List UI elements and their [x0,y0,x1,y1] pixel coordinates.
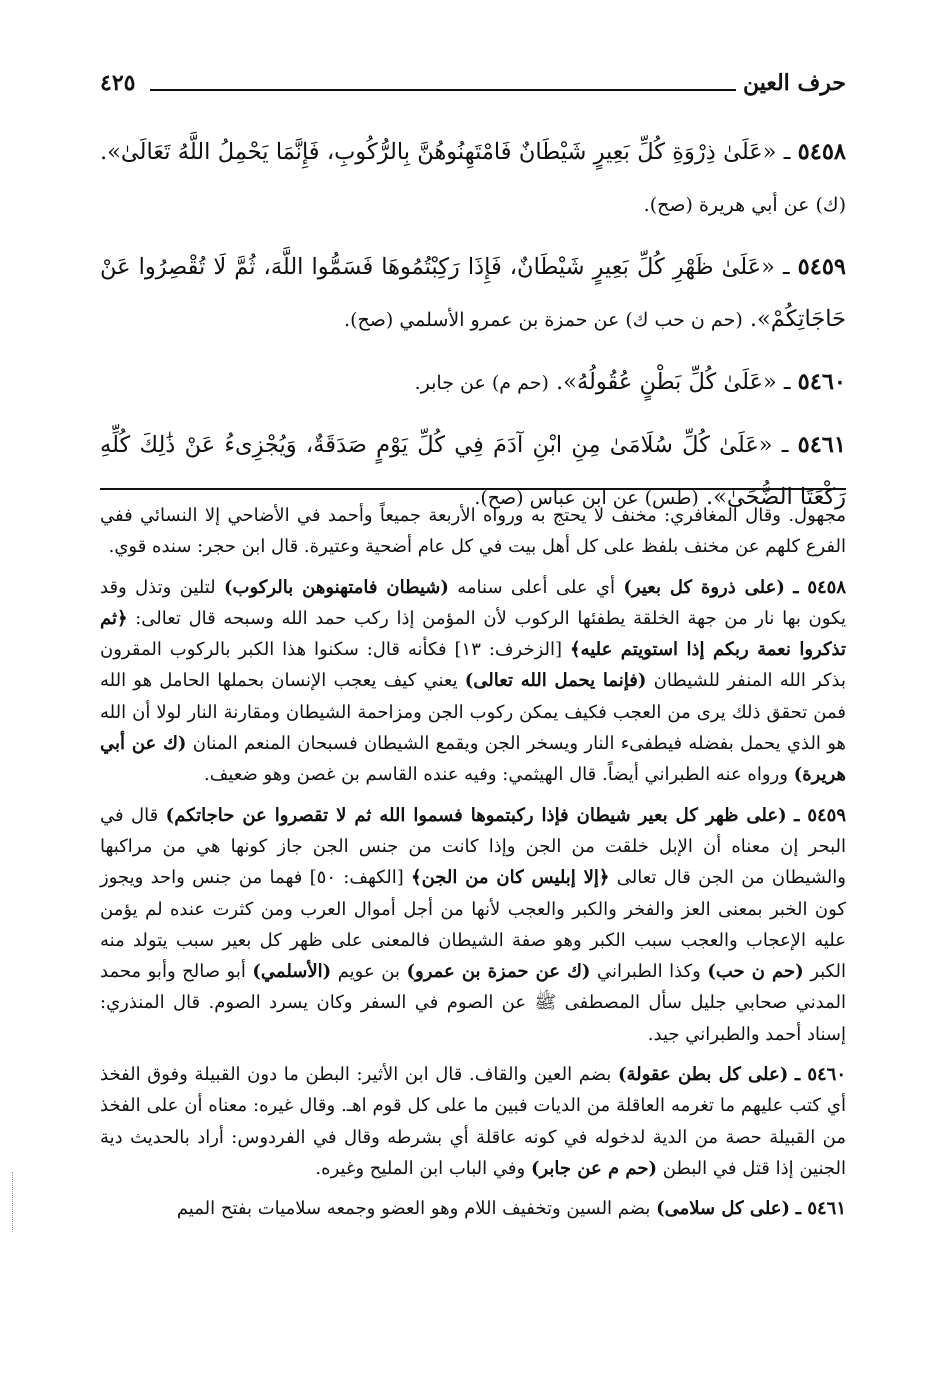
hadith-source: (ك) عن أبي هريرة (صح). [643,194,846,216]
running-title: حرف العين [742,70,846,96]
commentary-text: وفي الباب ابن المليح وغيره. [315,1157,526,1179]
commentary-text: بضم العين والقاف. قال ابن الأثير: البطن ما دون القبيلة وفوق الفخذ أي كتب عليهم ما تغرمه العاقلة من الديات فبين ما على كل قوم اهـ. وقال غيره: معناه أن على الفخذ من القبيلة حصة من الدية لدخوله في كونه عاقلة أي بشرطه وقال في الفردوس: أراد بالحديث دية الجنين إذا قتل في البطن [100,1064,846,1179]
hadith-number: ٥٤٦١ [797,432,846,458]
hadith-source: (طس) عن ابن عباس (صح). [474,487,699,509]
commentary-text: قال في البحر إن معناه أن الإبل خلقت من الجن وإذا كانت من جنس الجن جاز كونها هي من مراكبها والشيطان من الجن قال تعالى [100,804,846,889]
matn-quote: (على ذروة كل بعير) [623,576,785,598]
hadith-text: «عَلَىٰ ذِرْوَةِ كُلِّ بَعِيرٍ شَيْطَانٌ فَامْتَهِنُوهُنَّ بِالرُّكُوبِ، فَإِنَّمَا يَحْمِلُ اللَّهُ تَعَالَىٰ». [100,139,777,165]
matn-quote: (حم ن حب) [707,961,804,983]
commentary-text: [الكهف: ٥٠] فهما من جنس واحد ويجوز كون الخبر بمعنى العز والفخر والكبر والعجب لأنها من أجل أموال العرب ومن كثرت عنده لم يؤمن عليه الإعجاب والعجب سبب الكبر وهو صفة الشيطان فالمعنى على ظهر كل بعير سبب يتولد منه الكبر [100,867,846,983]
commentary-number: ٥٤٥٩ ـ [794,804,846,826]
hadith-text: «عَلَىٰ كُلِّ بَطْنٍ عُقُولُهُ». [556,369,777,395]
commentary-text: يعني كيف يعجب الإنسان بحملها الحامل هو الله فمن تحقق ذلك يرى من العجب فكيف يمكن ركوب الجن ومزاحمة الشيطان ومقارنة النار لولا أن الله هو الذي يحمل بفضله فيطفىء النار ويسخر الجن ويقمع الشيطان فسبحان المنعم المنان [100,670,846,755]
hadith-number: ٥٤٥٨ [797,139,846,165]
commentary-text: بن عويم [337,961,400,983]
commentary-section [100,500,846,1234]
matn-quote: (على كل سلامى) [656,1198,791,1220]
hadith-entry: ٥٤٦١ ـ «عَلَىٰ كُلِّ سُلَامَىٰ مِنِ ابْنِ آدَمَ فِي كُلِّ يَوْمٍ صَدَقَةٌ، وَيُجْزِىءُ عَنْ ذَٰلِكَ كُلِّهِ رَكْعَتَا الضُّحَىٰ». (طس) عن ابن عباس (صح). [100,432,846,510]
commentary-text: أي على أعلى سنامه [457,576,616,598]
hadith-source: (حم ن حب ك) عن حمزة بن عمرو الأسلمي (صح). [344,309,743,331]
scan-edge-mark [12,1172,16,1232]
commentary-5461 [100,1193,846,1224]
matn-quote: (حم م عن جابر) [530,1157,658,1179]
commentary-number: ٥٤٥٨ ـ [793,576,847,598]
matn-quote: (فإنما يحمل الله تعالى) [464,670,647,692]
matn-quote: (الأسلمي) [252,961,332,983]
commentary-number: ٥٤٦٠ ـ [794,1064,846,1086]
commentary-5458 [100,572,846,791]
hadith-section [100,126,846,534]
commentary-text: [الزخرف: ١٣] فكأنه قال: سكنوا هذا الكبر بالركوب المقرون بذكر الله المنفر للشيطان [100,639,846,692]
hadith-entry: ٥٤٥٩ ـ «عَلَىٰ ظَهْرِ كُلِّ بَعِيرٍ شَيْطَانٌ، فَإِذَا رَكِبْتُمُوهَا فَسَمُّوا اللَّهَ، ثُمَّ لَا تُقْصِرُوا عَنْ حَاجَاتِكُمْ». (حم ن حب ك) عن حمزة بن عمرو الأسلمي (صح). [100,254,846,332]
commentary-number: ٥٤٦١ ـ [795,1198,846,1220]
page-number: ٤٢٥ [100,70,136,96]
quran-quote: ﴿ثم تذكروا نعمة ربكم إذا استويتم عليه﴾ [100,607,847,661]
hadith-source: (حم م) عن جابر. [414,372,549,394]
matn-quote: (ك عن حمزة بن عمرو) [406,961,591,983]
commentary-text: وكذا الطبراني [596,961,701,983]
hadith-number: ٥٤٦٠ [797,369,846,395]
matn-quote: (شيطان فامتهنوهن بالركوب) [224,576,449,598]
hadith-text: «عَلَىٰ ظَهْرِ كُلِّ بَعِيرٍ شَيْطَانٌ، فَإِذَا رَكِبْتُمُوهَا فَسَمُّوا اللَّهَ، ثُمَّ لَا تُقْصِرُوا عَنْ حَاجَاتِكُمْ». [100,254,846,332]
hadith-entry: ٥٤٦٠ ـ «عَلَىٰ كُلِّ بَطْنٍ عُقُولُهُ». (حم م) عن جابر. [414,369,846,395]
page-header [100,66,846,100]
commentary-text: لتلين وتذل وقد يكون بها نار من جهة الخلقة يطفئها الركوب لأن المؤمن إذا ركب حمد الله وسبحه قال تعالى: [100,576,846,629]
hadith-number: ٥٤٥٩ [797,254,846,280]
header-rule [150,89,736,91]
quran-quote: ﴿إلا إبليس كان من الجن﴾ [411,867,610,889]
commentary-text: أبو صالح وأبو محمد المدني صحابي جليل سأل المصطفى ﷺ عن الصوم في السفر وكان يسرد الصوم. قال المنذري: إسناد أحمد والطبراني جيد. [100,961,846,1045]
matn-quote: (على كل بطن عقولة) [617,1064,789,1086]
commentary-text: ورواه عنه الطبراني أيضاً. قال الهيثمي: وفيه عنده القاسم بن غصن وهو ضعيف. [203,764,788,786]
commentary-5460 [100,1059,846,1184]
hadith-entry: ٥٤٥٨ ـ «عَلَىٰ ذِرْوَةِ كُلِّ بَعِيرٍ شَيْطَانٌ فَامْتَهِنُوهُنَّ بِالرُّكُوبِ، فَإِنَّمَا يَحْمِلُ اللَّهُ تَعَالَىٰ». (ك) عن أبي هريرة (صح). [100,139,846,216]
footnote-divider [100,488,846,490]
hadith-text: «عَلَىٰ كُلِّ سُلَامَىٰ مِنِ ابْنِ آدَمَ فِي كُلِّ يَوْمٍ صَدَقَةٌ، وَيُجْزِىءُ عَنْ ذَٰلِكَ كُلِّهِ رَكْعَتَا الضُّحَىٰ». [100,432,846,510]
matn-quote: (ك عن أبي هريرة) [100,733,846,786]
commentary-5459 [100,800,846,1050]
matn-quote: (على ظهر كل بعير شيطان فإذا ركبتموها فسموا الله ثم لا تقصروا عن حاجاتكم) [165,804,787,826]
commentary-text: بضم السين وتخفيف اللام وهو العضو وجمعه سلاميات بفتح الميم [176,1198,651,1220]
commentary-intro: مجهول. وقال المغافري: مخنف لا يحتج به ورواه الأربعة جميعاً وأحمد في الأضاحي إلا النسائي ففي الفرع كلهم عن مخنف بلفظ على كل أهل بيت في كل عام أضحية وعتيرة. قال ابن حجر: سنده قوي. [100,505,846,558]
